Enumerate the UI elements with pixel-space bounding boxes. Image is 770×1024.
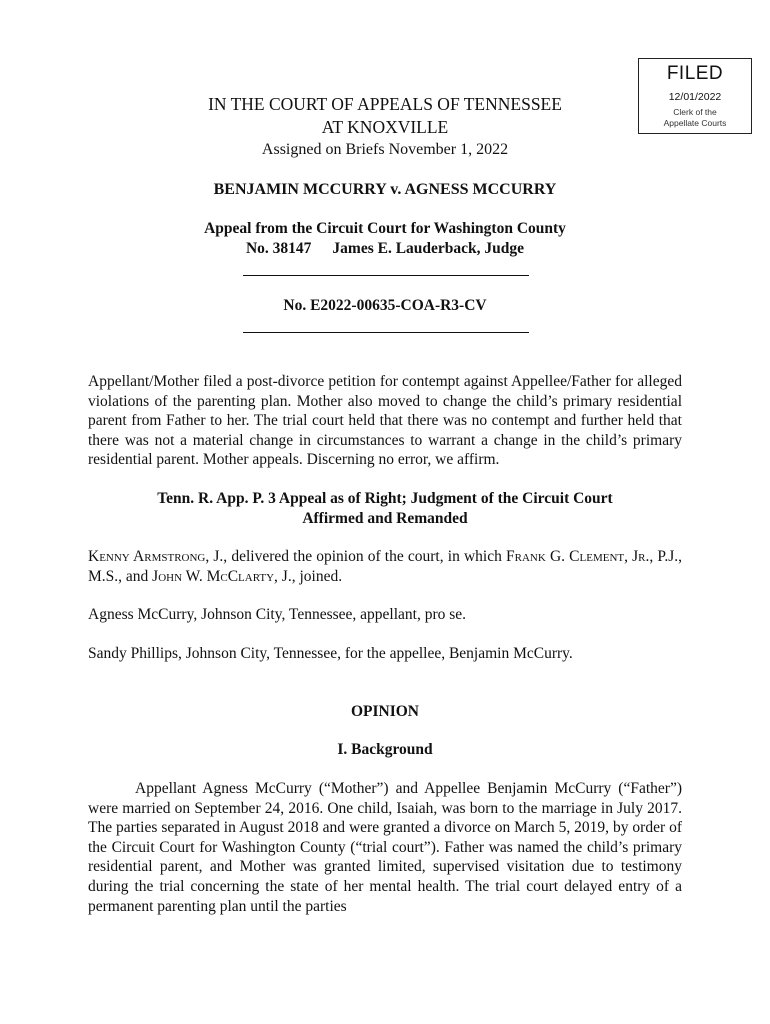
court-location: AT KNOXVILLE (321, 117, 449, 137)
background-paragraph: Appellant Agness McCurry (“Mother”) and Appellee Benjamin McCurry (“Father”) were married on September 24, 2016. One child, Isaiah, was born to the marriage in July 2017. The parties separated in August 2018 and were granted a divorce on March 5, 2019, by order of the Circuit Court for Washington County (“trial court”). Father was named the child’s primary residential parent, and Mother was granted limited, supervised visitation due to testimony during the trial concerning the state of her mental health. The trial court delayed entry of a permanent parenting plan until the parties (88, 780, 682, 915)
assigned-date: Assigned on Briefs November 1, 2022 (261, 141, 509, 158)
divider-bottom (243, 332, 529, 333)
divider-top (243, 275, 529, 276)
opinion-heading: OPINION (350, 703, 420, 720)
lower-case-number: No. 38147 (245, 240, 312, 257)
joining-judge-1: Frank G. Clement, Jr. (506, 548, 650, 565)
joining-judge-2: John W. McClarty (152, 567, 275, 585)
authoring-judge: Kenny Armstrong (88, 548, 206, 565)
disposition-line1: Tenn. R. App. P. 3 Appeal as of Right; Judgment of the Circuit Court (157, 490, 613, 507)
authorship-text-2: , P.J., M.S., and (88, 548, 682, 585)
filed-stamp-date: 12/01/2022 (668, 91, 722, 103)
appellee-counsel: Sandy Phillips, Johnson City, Tennessee, for the appellee, Benjamin McCurry. (88, 645, 573, 662)
authorship-text-1: , J., delivered the opinion of the court, in which (205, 548, 507, 565)
filed-stamp-clerk-line1: Clerk of the (673, 107, 717, 117)
court-name: IN THE COURT OF APPEALS OF TENNESSEE (208, 94, 562, 114)
appeal-from: Appeal from the Circuit Court for Washington County (204, 220, 566, 237)
filed-stamp-clerk-line2: Appellate Courts (663, 118, 727, 128)
section-heading: I. Background (337, 741, 433, 758)
appellant-counsel: Agness McCurry, Johnson City, Tennessee, appellant, pro se. (88, 606, 467, 623)
docket-number: No. E2022-00635-COA-R3-CV (283, 297, 487, 314)
case-title: BENJAMIN MCCURRY v. AGNESS MCCURRY (213, 181, 557, 198)
authorship-paragraph (88, 547, 682, 586)
trial-judge: James E. Lauderback, Judge (332, 240, 525, 257)
authorship-text-3: , J., joined. (274, 567, 343, 585)
case-summary: Appellant/Mother filed a post-divorce petition for contempt against Appellee/Father for alleged violations of the parenting plan. Mother also moved to change the child’s primary residential parent from Father to her. The trial court held that there was no contempt and further held that there was not a material change in circumstances to warrant a change in the child’s primary residential parent. Mother appeals. Discerning no error, we affirm. (88, 373, 682, 469)
disposition-line2: Affirmed and Remanded (302, 510, 468, 527)
filed-stamp-title: FILED (666, 63, 724, 84)
lower-court-info (88, 239, 682, 258)
